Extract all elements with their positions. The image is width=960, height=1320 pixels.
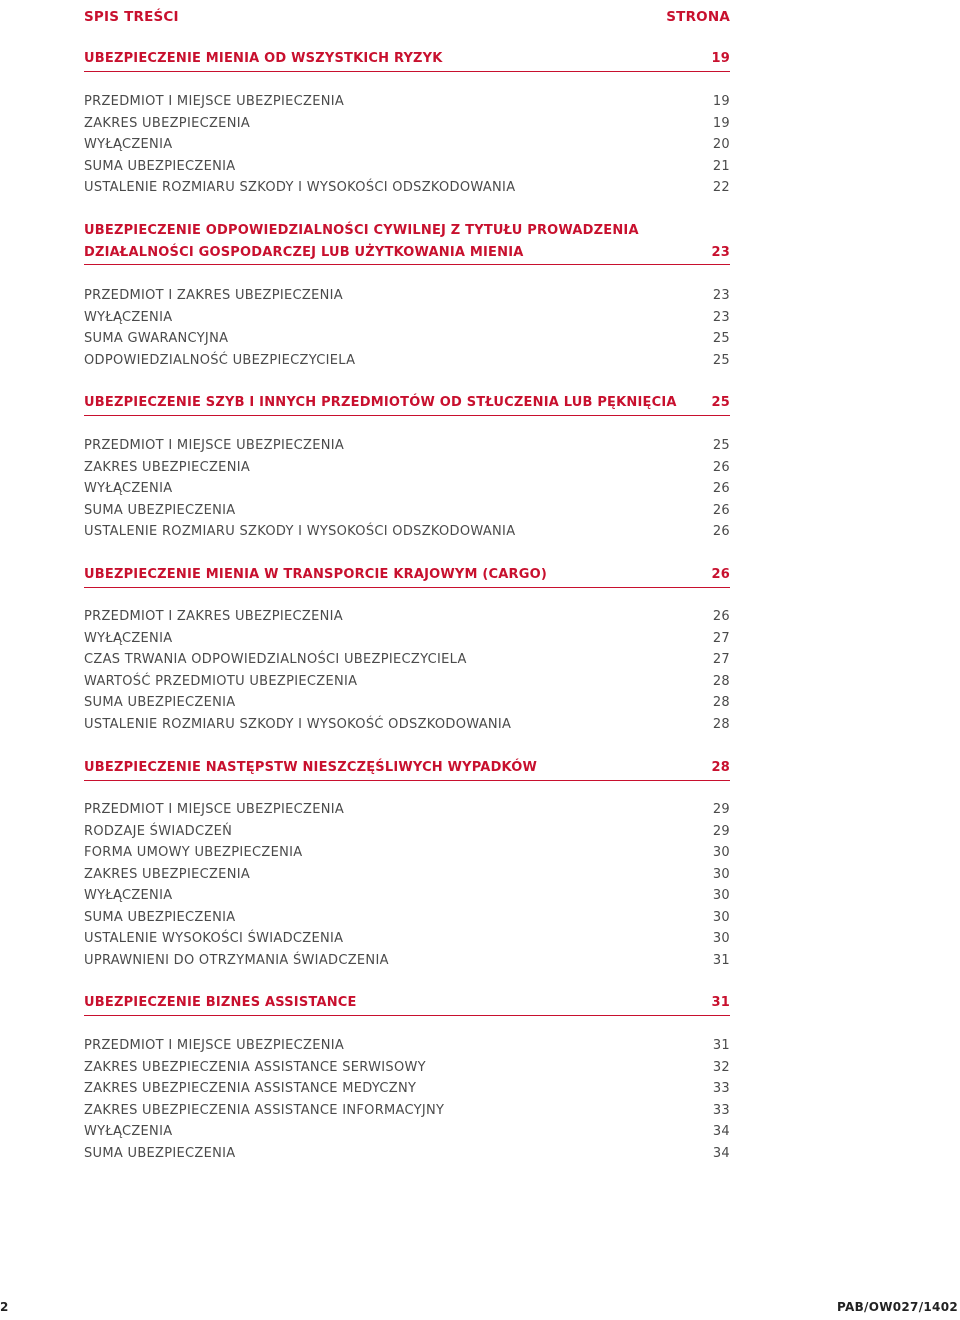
- toc-entry-label: SUMA UBEZPIECZENIA: [84, 502, 236, 518]
- toc-entry-label: PRZEDMIOT I MIEJSCE UBEZPIECZENIA: [84, 802, 345, 817]
- toc-entry-page: 23: [712, 309, 730, 325]
- toc-entry-page: 19: [712, 115, 730, 131]
- toc-entry[interactable]: [84, 1121, 730, 1143]
- toc-entry[interactable]: [84, 714, 730, 736]
- toc-entry-label: SUMA UBEZPIECZENIA: [84, 158, 236, 174]
- document-code: PAB/OW027/1402: [837, 1300, 958, 1314]
- section-items: [84, 1035, 730, 1164]
- section-title[interactable]: [84, 392, 730, 416]
- toc-entry-label: FORMA UMOWY UBEZPIECZENIA: [84, 845, 303, 860]
- section-underline: [84, 71, 730, 72]
- section-underline: [84, 415, 730, 416]
- toc-entry[interactable]: [84, 435, 730, 457]
- section-title-text: UBEZPIECZENIE SZYB I INNYCH PRZEDMIOTÓW OD STŁUCZENIA LUB PĘKNIĘCIA: [84, 395, 677, 410]
- toc-entry[interactable]: [84, 500, 730, 522]
- toc-entry[interactable]: [84, 799, 730, 821]
- toc-entry[interactable]: [84, 1057, 730, 1079]
- section-title-line: [84, 48, 730, 70]
- toc-title: SPIS TREŚCI: [84, 9, 179, 25]
- toc-entry-page: 29: [712, 802, 730, 817]
- toc-entry-page: 19: [712, 94, 730, 109]
- toc-entry-page: 25: [712, 352, 730, 368]
- toc-entry-page: 31: [712, 1038, 730, 1053]
- toc-entry-label: SUMA UBEZPIECZENIA: [84, 1145, 236, 1161]
- toc-entry-page: 34: [712, 1145, 730, 1161]
- section-title-text: UBEZPIECZENIE NASTĘPSTW NIESZCZĘŚLIWYCH WYPADKÓW: [84, 760, 538, 775]
- toc-entry[interactable]: [84, 307, 730, 329]
- toc-entry-label: ZAKRES UBEZPIECZENIA: [84, 866, 251, 882]
- toc-entry[interactable]: [84, 1100, 730, 1122]
- toc-entry-page: 20: [712, 137, 730, 152]
- toc-entry-label: WYŁĄCZENIA: [84, 888, 173, 903]
- section-underline: [84, 264, 730, 265]
- toc-entry-page: 21: [712, 158, 730, 174]
- toc-entry-page: 26: [712, 524, 730, 539]
- section-title-text: UBEZPIECZENIE MIENIA W TRANSPORCIE KRAJOWYM (CARGO): [84, 567, 548, 582]
- toc-entry-page: 30: [712, 845, 730, 860]
- section-underline: [84, 587, 730, 588]
- toc-entry[interactable]: [84, 113, 730, 135]
- toc-entry[interactable]: [84, 907, 730, 929]
- toc-entry[interactable]: [84, 885, 730, 907]
- toc-entry-label: WYŁĄCZENIA: [84, 1124, 173, 1139]
- toc-entry[interactable]: [84, 91, 730, 113]
- toc-entry-label: WYŁĄCZENIA: [84, 137, 173, 152]
- toc-entry[interactable]: [84, 864, 730, 886]
- section-page-number: 26: [711, 567, 730, 582]
- section-page-number: 19: [711, 51, 730, 66]
- toc-entry-page: 28: [712, 673, 730, 689]
- section-title-text: UBEZPIECZENIE ODPOWIEDZIALNOŚCI CYWILNEJ Z TYTUŁU PROWADZENIA: [84, 223, 639, 238]
- toc-entry-page: 26: [712, 459, 730, 475]
- toc-entry[interactable]: [84, 521, 730, 543]
- toc-entry-label: CZAS TRWANIA ODPOWIEDZIALNOŚCI UBEZPIECZYCIELA: [84, 652, 467, 667]
- section-page-number: 25: [711, 395, 730, 410]
- toc-entry-page: 29: [712, 823, 730, 839]
- toc-entry-label: PRZEDMIOT I ZAKRES UBEZPIECZENIA: [84, 288, 343, 303]
- section-items: [84, 285, 730, 371]
- toc-entry-label: USTALENIE ROZMIARU SZKODY I WYSOKOŚCI ODSZKODOWANIA: [84, 180, 516, 195]
- toc-entry-page: 34: [712, 1124, 730, 1139]
- toc-entry-page: 28: [712, 716, 730, 732]
- toc-entry[interactable]: [84, 156, 730, 178]
- section-title-line: [84, 992, 730, 1014]
- section-title-line: [84, 757, 730, 779]
- section-items: [84, 91, 730, 199]
- toc-header: [84, 8, 730, 26]
- section-title[interactable]: [84, 992, 730, 1016]
- toc-entry-page: 26: [712, 609, 730, 624]
- toc-entry-label: USTALENIE WYSOKOŚCI ŚWIADCZENIA: [84, 931, 344, 946]
- toc-entry-page: 27: [712, 630, 730, 646]
- toc-entry-label: ZAKRES UBEZPIECZENIA ASSISTANCE MEDYCZNY: [84, 1081, 417, 1096]
- toc-entry[interactable]: [84, 950, 730, 972]
- section-title[interactable]: [84, 48, 730, 72]
- toc-entry-page: 25: [712, 331, 730, 346]
- toc-entry-page: 23: [712, 288, 730, 303]
- toc-entry-page: 30: [712, 866, 730, 882]
- section-title-text: UBEZPIECZENIE MIENIA OD WSZYSTKICH RYZYK: [84, 51, 443, 66]
- toc-entry[interactable]: [84, 628, 730, 650]
- toc-entry[interactable]: [84, 328, 730, 350]
- toc-entry-label: PRZEDMIOT I MIEJSCE UBEZPIECZENIA: [84, 1038, 345, 1053]
- section-title-line: [84, 220, 730, 242]
- section-page-number: 23: [711, 244, 730, 260]
- toc-entry-label: ZAKRES UBEZPIECZENIA: [84, 115, 251, 131]
- section-title-text: DZIAŁALNOŚCI GOSPODARCZEJ LUB UŻYTKOWANIA MIENIA: [84, 244, 524, 260]
- section-title[interactable]: [84, 564, 730, 588]
- section-underline: [84, 780, 730, 781]
- section-items: [84, 799, 730, 971]
- toc-entry[interactable]: [84, 842, 730, 864]
- toc-entry-label: SUMA GWARANCYJNA: [84, 331, 229, 346]
- toc-entry-label: ZAKRES UBEZPIECZENIA: [84, 459, 251, 475]
- toc-entry-label: WARTOŚĆ PRZEDMIOTU UBEZPIECZENIA: [84, 673, 358, 689]
- toc-entry[interactable]: [84, 649, 730, 671]
- toc-entry-page: 22: [712, 180, 730, 195]
- toc-entry-label: ZAKRES UBEZPIECZENIA ASSISTANCE SERWISOWY: [84, 1059, 426, 1075]
- toc-entry-label: ODPOWIEDZIALNOŚĆ UBEZPIECZYCIELA: [84, 352, 356, 368]
- toc-entry-label: RODZAJE ŚWIADCZEŃ: [84, 823, 233, 839]
- toc-entry[interactable]: [84, 821, 730, 843]
- section-items: [84, 435, 730, 543]
- toc-entry-label: WYŁĄCZENIA: [84, 481, 173, 496]
- toc-entry[interactable]: [84, 177, 730, 199]
- toc-entry[interactable]: [84, 478, 730, 500]
- toc-entry-page: 30: [712, 931, 730, 946]
- section-title-line: [84, 242, 730, 264]
- toc-entry[interactable]: [84, 1143, 730, 1165]
- toc-entry-page: 26: [712, 481, 730, 496]
- toc-entry-page: 26: [712, 502, 730, 518]
- toc-entry-page: 28: [712, 695, 730, 710]
- toc-entry-label: ZAKRES UBEZPIECZENIA ASSISTANCE INFORMACYJNY: [84, 1102, 445, 1118]
- section-title[interactable]: [84, 220, 730, 265]
- toc-entry-label: SUMA UBEZPIECZENIA: [84, 695, 236, 710]
- section-items: [84, 606, 730, 735]
- page-number: 2: [0, 1300, 9, 1314]
- toc-entry-page: 31: [712, 952, 730, 968]
- toc-entry-page: 30: [712, 909, 730, 925]
- toc-entry-page: 33: [712, 1081, 730, 1096]
- section-title-line: [84, 392, 730, 414]
- toc-entry-label: PRZEDMIOT I MIEJSCE UBEZPIECZENIA: [84, 94, 345, 109]
- toc-entry[interactable]: [84, 134, 730, 156]
- section-underline: [84, 1015, 730, 1016]
- toc-entry-label: USTALENIE ROZMIARU SZKODY I WYSOKOŚCI ODSZKODOWANIA: [84, 524, 516, 539]
- toc-entry-label: PRZEDMIOT I MIEJSCE UBEZPIECZENIA: [84, 438, 345, 453]
- toc-entry[interactable]: [84, 671, 730, 693]
- toc-entry-page: 32: [712, 1059, 730, 1075]
- toc-entry[interactable]: [84, 928, 730, 950]
- toc-entry[interactable]: [84, 606, 730, 628]
- toc-entry[interactable]: [84, 457, 730, 479]
- toc-entry[interactable]: [84, 285, 730, 307]
- toc-entry-label: USTALENIE ROZMIARU SZKODY I WYSOKOŚĆ ODSZKODOWANIA: [84, 716, 512, 732]
- toc-entry-label: WYŁĄCZENIA: [84, 309, 173, 325]
- toc-entry[interactable]: [84, 350, 730, 372]
- toc-entry-page: 27: [712, 652, 730, 667]
- section-page-number: 31: [711, 995, 730, 1010]
- section-title-line: [84, 564, 730, 586]
- toc-entry-page: 33: [712, 1102, 730, 1118]
- section-page-number: 28: [711, 760, 730, 775]
- toc-entry-page: 30: [712, 888, 730, 903]
- toc-entry-label: WYŁĄCZENIA: [84, 630, 173, 646]
- toc-entry[interactable]: [84, 692, 730, 714]
- section-title-text: UBEZPIECZENIE BIZNES ASSISTANCE: [84, 995, 357, 1010]
- toc-entry-label: UPRAWNIENI DO OTRZYMANIA ŚWIADCZENIA: [84, 952, 389, 968]
- toc-entry[interactable]: [84, 1035, 730, 1057]
- page-column-label: STRONA: [666, 9, 730, 25]
- section-title[interactable]: [84, 757, 730, 781]
- toc-entry-page: 25: [712, 438, 730, 453]
- toc-entry[interactable]: [84, 1078, 730, 1100]
- toc-entry-label: SUMA UBEZPIECZENIA: [84, 909, 236, 925]
- toc-entry-label: PRZEDMIOT I ZAKRES UBEZPIECZENIA: [84, 609, 343, 624]
